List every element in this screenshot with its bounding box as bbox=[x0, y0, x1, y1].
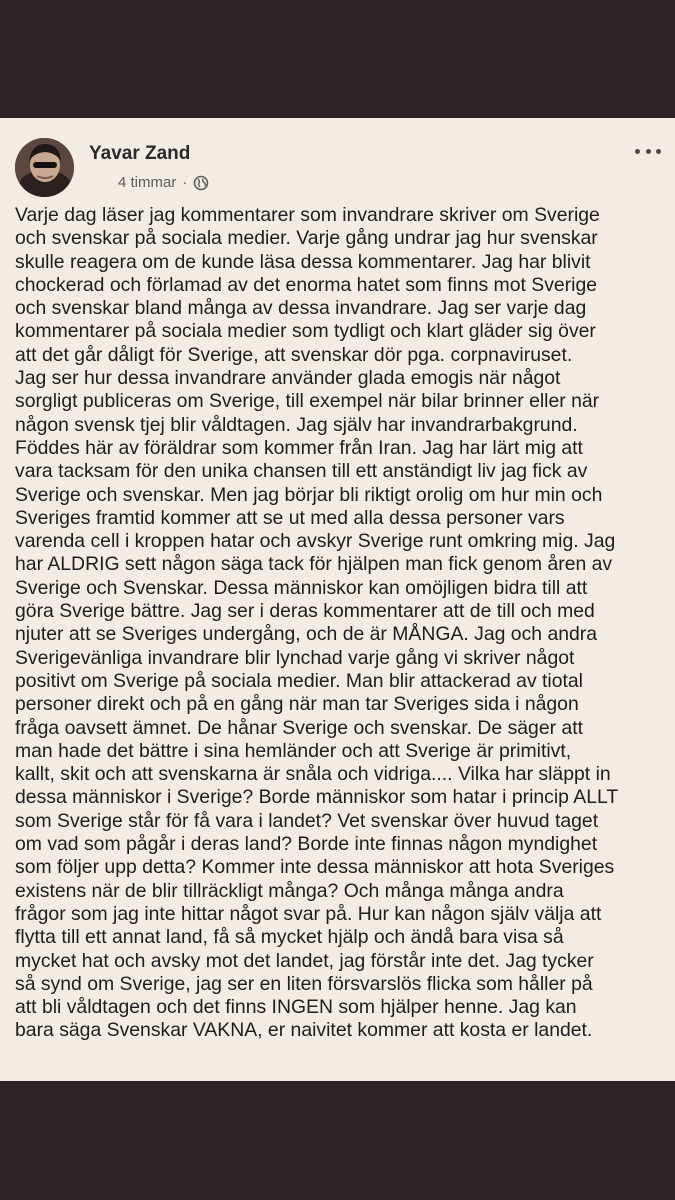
post-text-line: mycket hat och avsky mot det landet, jag förstår inte det. Jag tycker bbox=[15, 949, 594, 972]
post-text-line: sorgligt publiceras om Sverige, till exempel när bilar brinner eller när bbox=[15, 390, 600, 413]
post-text-line: fråga oavsett ämnet. De hånar Sverige och svenskar. De säger att bbox=[15, 716, 584, 739]
top-frame-bar bbox=[0, 0, 675, 118]
post-text-line: frågor som jag inte hittar något svar på. Hur kan någon själv välja att bbox=[15, 902, 602, 925]
globe-icon[interactable] bbox=[193, 175, 209, 191]
post-meta bbox=[118, 174, 209, 191]
avatar-image bbox=[15, 138, 74, 197]
post-text-line: Varje dag läser jag kommentarer som invandrare skriver om Sverige bbox=[15, 204, 600, 226]
post-text-line: att det går dåligt för Sverige, att svenskar dör pga. corpnaviruset. bbox=[15, 343, 573, 366]
post-text-line: flytta till ett annat land, få så mycket hjälp och ändå bara visa så bbox=[15, 926, 564, 949]
post-text-line: någon svensk tjej blir våldtagen. Jag själv har invandrarbakgrund. bbox=[15, 413, 578, 436]
post-text-line: kallt, skit och att svenskarna är snåla och vidriga.... Vilka har släppt in bbox=[15, 763, 611, 786]
post-text-line: existens när de blir tillräckligt många? Och många många andra bbox=[15, 879, 564, 902]
more-options-dot bbox=[646, 149, 651, 154]
post-text-line: Jag ser hur dessa invandrare använder glada emogis när något bbox=[15, 367, 561, 390]
bottom-frame-bar bbox=[0, 1081, 675, 1200]
post-text-line: bara säga Svenskar VAKNA, er naivitet kommer att kosta er landet. bbox=[15, 1019, 593, 1042]
post-text-line: Sverige och svenskar. Men jag börjar bli riktigt orolig om hur min och bbox=[15, 483, 603, 506]
post-text-line: chockerad och förlamad av det enorma hatet som finns mot Sverige bbox=[15, 273, 598, 296]
post-text-line: Sveriges framtid kommer att se ut med alla dessa personer vars bbox=[15, 506, 565, 529]
meta-separator: · bbox=[182, 174, 188, 191]
more-options-icon bbox=[635, 149, 640, 154]
more-options-dot bbox=[656, 149, 661, 154]
post-text-line: så synd om Sverige, jag ser en liten försvarslös flicka som håller på bbox=[15, 972, 593, 995]
post-text-line: göra Sverige bättre. Jag ser i deras kommentarer att de till och med bbox=[15, 600, 595, 623]
post-text-line: Föddes här av föräldrar som kommer från Iran. Jag har lärt mig att bbox=[15, 436, 583, 459]
post-text-line: Sverigevänliga invandrare blir lynchad varje gång vi skriver något bbox=[15, 646, 575, 669]
post-card bbox=[0, 118, 675, 1081]
post-text-line: som Sverige står för få vara i landet? Vet svenskar över huvud taget bbox=[15, 809, 599, 832]
post-text-line: skulle reagera om de kunde läsa dessa kommentarer. Jag har blivit bbox=[15, 250, 591, 273]
post-text-line: varenda cell i kroppen hatar och avskyr Sverige runt omkring mig. Jag bbox=[15, 530, 616, 553]
post-text-line: Sverige och Svenskar. Dessa människor kan omöjligen bidra till att bbox=[15, 576, 588, 599]
post-text-line: har ALDRIG sett någon säga tack för hjälpen man fick genom åren av bbox=[15, 553, 613, 576]
post-text-line: vara tacksam för den unika chansen till ett anständigt liv jag fick av bbox=[15, 460, 588, 483]
post-text-line: och svenskar bland många av dessa invandrare. Jag ser varje dag bbox=[15, 297, 587, 320]
post-text-line: personer direkt och på en gång när man tar Sveriges sida i någon bbox=[15, 693, 579, 716]
post-text-line: positivt om Sverige på sociala medier. Man blir attackerad av tiotal bbox=[15, 669, 583, 692]
avatar[interactable] bbox=[15, 138, 74, 197]
post-text-line: och svenskar på sociala medier. Varje gång undrar jag hur svenskar bbox=[15, 227, 598, 250]
post-text-line: njuter att se Sveriges undergång, och de är MÅNGA. Jag och andra bbox=[15, 623, 598, 646]
post-text-line: att bli våldtagen och det finns INGEN som hjälper henne. Jag kan bbox=[15, 996, 577, 1019]
post-timestamp[interactable]: 4 timmar bbox=[118, 174, 177, 191]
more-options-button[interactable] bbox=[635, 144, 661, 158]
post-text-line: om vad som pågår i deras land? Borde inte finnas någon myndighet bbox=[15, 833, 598, 856]
post-text-line: kommentarer på sociala medier som tydligt och klart gläder sig över bbox=[15, 320, 596, 343]
post-text-line: man hade det bättre i sina hemländer och att Sverige är primitivt, bbox=[15, 739, 572, 762]
author-name[interactable]: Yavar Zand bbox=[89, 143, 191, 164]
post-text bbox=[15, 204, 665, 1043]
post-text-line: dessa människor i Sverige? Borde människor som hatar i princip ALLT bbox=[15, 786, 619, 809]
post-text-line: som följer upp detta? Kommer inte dessa människor att hota Sveriges bbox=[15, 856, 615, 879]
